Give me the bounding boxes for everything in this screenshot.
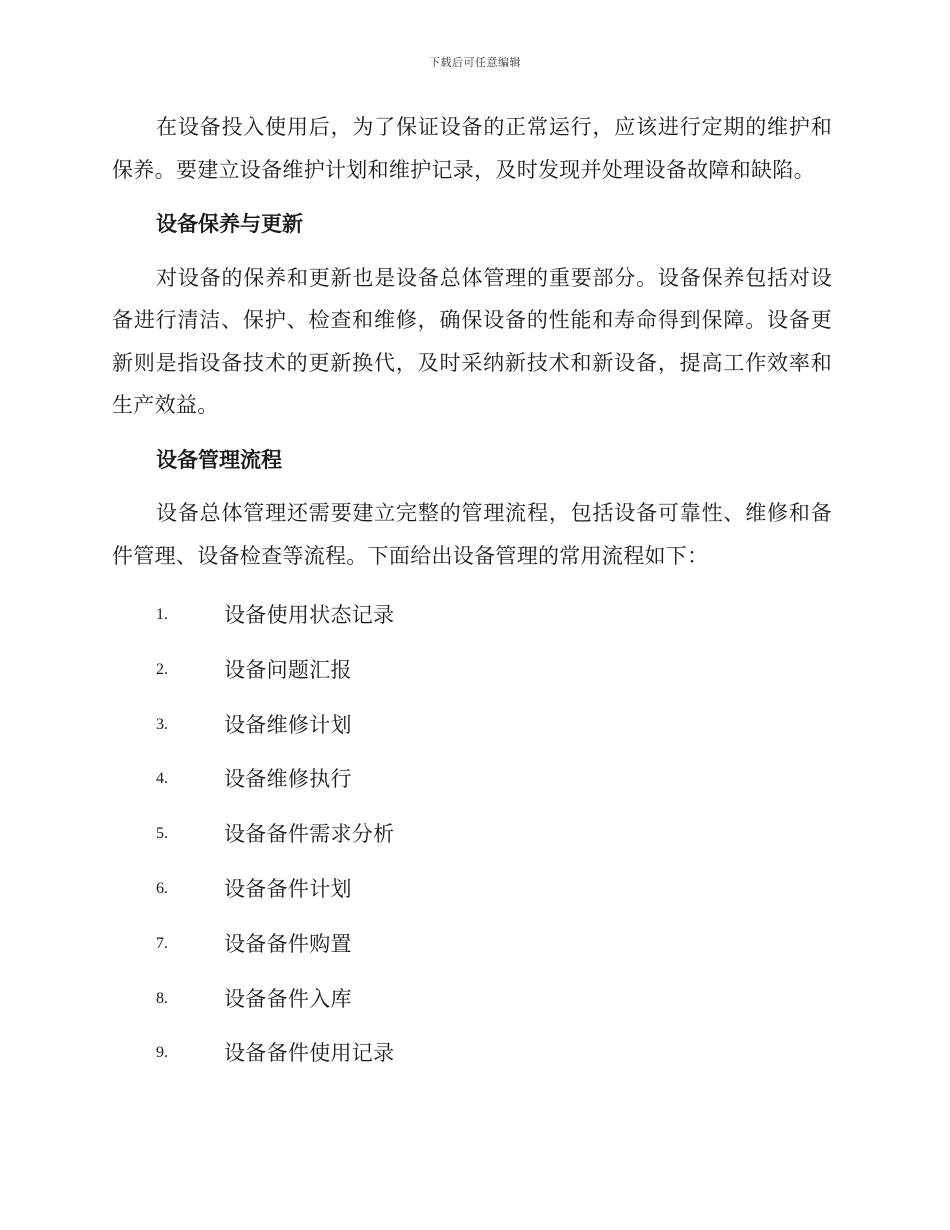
list-text: 设备维修执行 <box>224 767 352 792</box>
list-text: 设备备件入库 <box>224 986 352 1011</box>
list-number: 3. <box>156 715 168 733</box>
list-item <box>112 594 832 649</box>
list-number: 2. <box>156 660 168 678</box>
list-number: 7. <box>156 934 168 952</box>
list-text: 设备备件使用记录 <box>224 1041 395 1066</box>
paragraph-management-process: 设备总体管理还需要建立完整的管理流程，包括设备可靠性、维修和备件管理、设备检查等流程。下面给出设备管理的常用流程如下： <box>112 501 832 568</box>
list-text: 设备备件计划 <box>224 876 352 901</box>
paragraph-maintenance-update: 对设备的保养和更新也是设备总体管理的重要部分。设备保养包括对设备进行清洁、保护、检查和维修，确保设备的性能和寿命得到保障。设备更新则是指设备技术的更新换代，及时采纳新技术和新设备，提高工作效率和生产效益。 <box>112 265 832 417</box>
list-number: 8. <box>156 989 168 1007</box>
list-number: 4. <box>156 770 168 788</box>
list-number: 9. <box>156 1044 168 1062</box>
heading-maintenance-update: 设备保养与更新 <box>156 211 303 236</box>
list-item <box>112 868 832 923</box>
list-item <box>112 923 832 978</box>
list-text: 设备维修计划 <box>224 712 352 737</box>
document-body <box>112 106 832 1087</box>
list-item <box>112 704 832 759</box>
header-note: 下载后可任意编辑 <box>429 56 521 69</box>
paragraph-maintenance: 在设备投入使用后，为了保证设备的正常运行，应该进行定期的维护和保养。要建立设备维护计划和维护记录，及时发现并处理设备故障和缺陷。 <box>112 115 832 182</box>
list-item <box>112 649 832 704</box>
list-text: 设备备件购置 <box>224 931 352 956</box>
list-item <box>112 758 832 813</box>
list-text: 设备备件需求分析 <box>224 822 395 847</box>
list-item <box>112 1032 832 1087</box>
process-list <box>112 594 832 1087</box>
list-number: 1. <box>156 606 168 623</box>
list-number: 5. <box>156 825 168 843</box>
list-item <box>112 978 832 1033</box>
list-text: 设备问题汇报 <box>224 657 352 682</box>
list-text: 设备使用状态记录 <box>224 603 395 627</box>
list-number: 6. <box>156 879 168 897</box>
heading-management-process: 设备管理流程 <box>156 446 282 472</box>
list-item <box>112 813 832 868</box>
